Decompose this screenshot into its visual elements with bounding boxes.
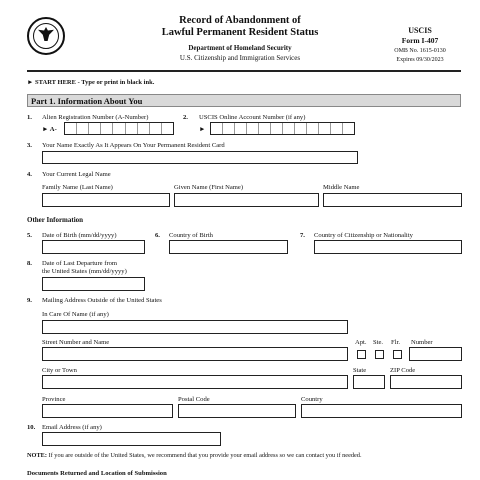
q8-label-line1: Date of Last Departure from (42, 260, 118, 267)
form-title-line1: Record of Abandonment of (179, 15, 301, 26)
given-name-label: Given Name (First Name) (174, 184, 244, 191)
ste-checkbox[interactable] (375, 350, 384, 359)
zip-label: ZIP Code (390, 367, 416, 374)
zip-field[interactable] (390, 375, 462, 389)
header-rule (27, 70, 461, 72)
province-label: Province (42, 396, 66, 403)
form-title-line2: Lawful Permanent Resident Status (161, 27, 319, 38)
q6-number: 6. (155, 232, 160, 239)
postal-code-field[interactable] (178, 404, 296, 418)
city-label: City or Town (42, 367, 77, 374)
q2-prefix: ► (199, 126, 206, 133)
q4-number: 4. (27, 171, 32, 178)
agency-name: U.S. Citizenship and Immigration Services (179, 54, 301, 62)
q6-label: Country of Birth (169, 232, 213, 239)
q2-label: USCIS Online Account Number (if any) (199, 114, 306, 121)
q9-number: 9. (27, 297, 32, 304)
q1-label: Alien Registration Number (A-Number) (42, 114, 149, 121)
documents-returned-heading: Documents Returned and Location of Submission (27, 470, 167, 477)
note-label: NOTE: (27, 452, 47, 459)
given-name-field[interactable] (174, 193, 319, 207)
apt-checkbox[interactable] (357, 350, 366, 359)
q3-label: Your Name Exactly As It Appears On Your Permanent Resident Card (42, 142, 225, 149)
middle-name-field[interactable] (323, 193, 462, 207)
number-label: Number (411, 339, 433, 346)
part1-header (27, 94, 461, 107)
country-label: Country (301, 396, 323, 403)
province-field[interactable] (42, 404, 173, 418)
q1-number: 1. (27, 114, 32, 121)
ste-label: Ste. (373, 339, 384, 346)
family-name-label: Family Name (Last Name) (42, 184, 113, 191)
q7-number: 7. (300, 232, 305, 239)
family-name-field[interactable] (42, 193, 170, 207)
other-info-heading: Other Information (27, 216, 84, 224)
country-field[interactable] (301, 404, 462, 418)
q10-label: Email Address (if any) (42, 424, 102, 431)
care-of-field[interactable] (42, 320, 348, 334)
citizenship-field[interactable] (314, 240, 462, 254)
note-text: If you are outside of the United States, we recommend that you provide your email address so we can contact you if needed. (46, 452, 362, 459)
postal-code-label: Postal Code (178, 396, 210, 403)
q1-prefix: ► A- (42, 126, 57, 133)
omb-number: OMB No. 1615-0130 (394, 48, 446, 54)
care-of-label: In Care Of Name (if any) (42, 311, 109, 318)
q8-number: 8. (27, 260, 32, 267)
form-number: Form I-407 (401, 36, 439, 45)
date-of-birth-field[interactable] (42, 240, 145, 254)
uscis-label: USCIS (408, 26, 432, 35)
state-field[interactable] (353, 375, 385, 389)
q2-number: 2. (183, 114, 188, 121)
city-field[interactable] (42, 375, 348, 389)
q7-label: Country of Citizenship or Nationality (314, 232, 413, 239)
q3-number: 3. (27, 142, 32, 149)
flr-label: Flr. (391, 339, 400, 346)
q5-label: Date of Birth (mm/dd/yyyy) (42, 232, 117, 239)
expiration-date: Expires 09/30/2023 (396, 57, 444, 63)
note (27, 452, 362, 460)
resident-card-name-field[interactable] (42, 151, 358, 164)
state-label: State (353, 367, 367, 374)
street-field[interactable] (42, 347, 348, 361)
start-here: ► START HERE - Type or print in black ink. (27, 79, 155, 86)
apt-label: Apt. (355, 339, 367, 346)
department-name: Department of Homeland Security (188, 44, 292, 52)
email-field[interactable] (42, 432, 221, 446)
last-departure-date-field[interactable] (42, 277, 145, 291)
country-of-birth-field[interactable] (169, 240, 288, 254)
uscis-account-field[interactable] (210, 122, 355, 135)
q10-number: 10. (27, 424, 36, 431)
a-number-field[interactable] (64, 122, 174, 135)
street-label: Street Number and Name (42, 339, 110, 346)
flr-checkbox[interactable] (393, 350, 402, 359)
q4-label: Your Current Legal Name (42, 171, 111, 178)
middle-name-label: Middle Name (323, 184, 360, 191)
q9-label: Mailing Address Outside of the United States (42, 297, 162, 304)
q5-number: 5. (27, 232, 32, 239)
unit-number-field[interactable] (409, 347, 462, 361)
part1-title: Part 1. Information About You (31, 96, 143, 106)
q8-label-line2: the United States (mm/dd/yyyy) (42, 268, 127, 275)
